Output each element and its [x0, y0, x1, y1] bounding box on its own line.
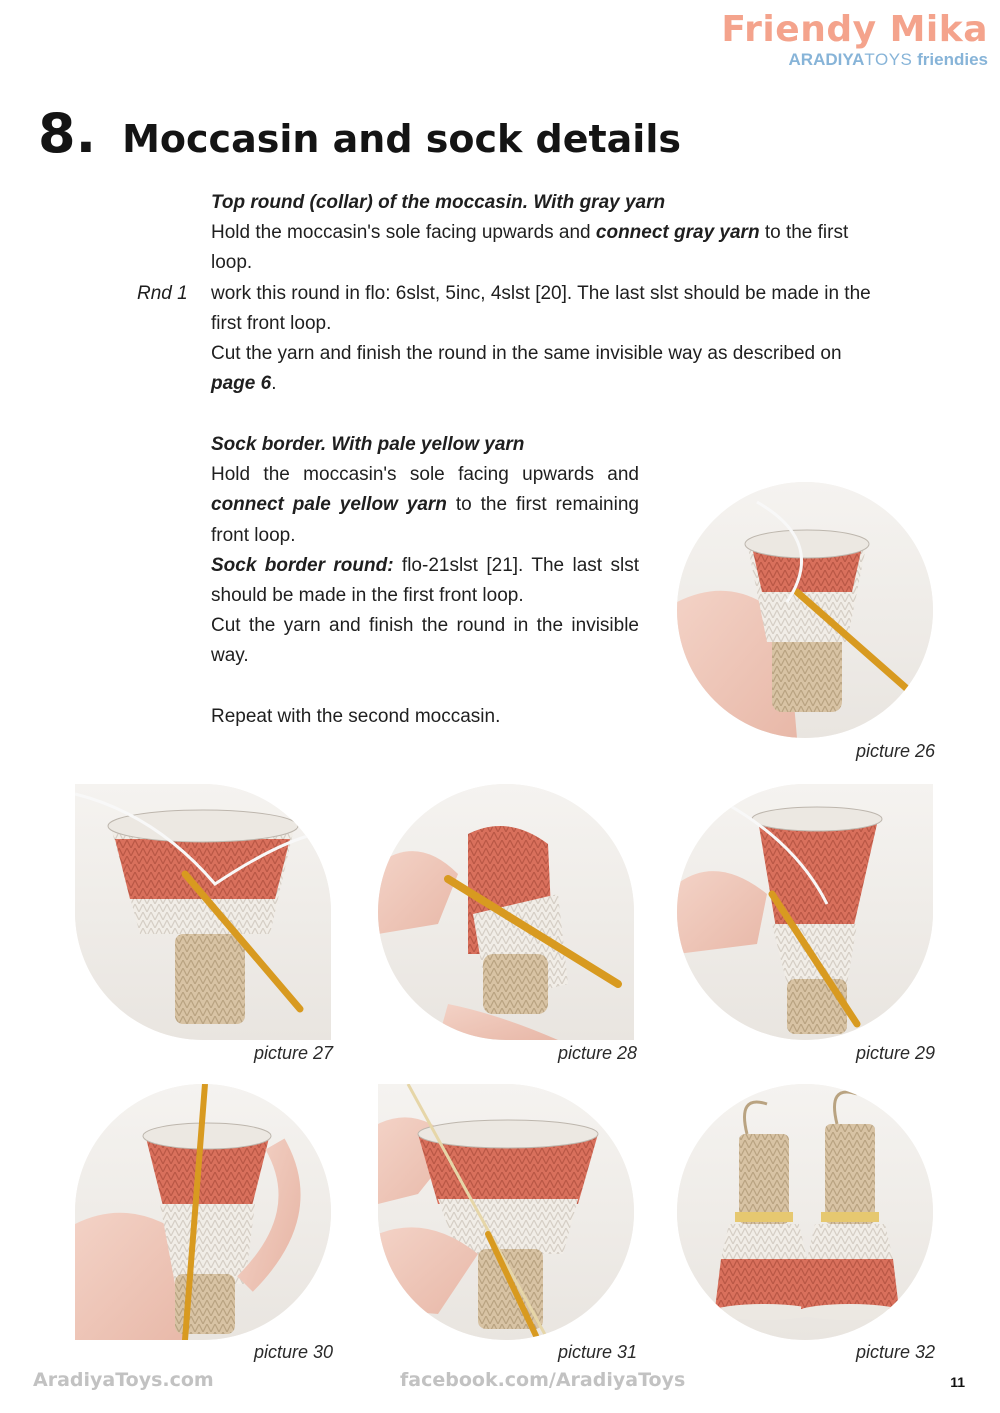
caption-picture-28: picture 28 — [557, 1043, 637, 1063]
sock-border-subtitle: Sock border. With pale yellow yarn — [211, 434, 525, 455]
caption-picture-30: picture 30 — [253, 1342, 333, 1362]
section-collar — [211, 188, 876, 399]
section-number: 8. — [38, 102, 97, 165]
page-title: Moccasin and sock details — [122, 117, 681, 161]
caption-picture-32: picture 32 — [855, 1342, 935, 1362]
caption-picture-31: picture 31 — [557, 1342, 637, 1362]
photo-picture-31 — [378, 1084, 634, 1340]
page-number: 11 — [950, 1374, 965, 1390]
photo-picture-27 — [75, 784, 331, 1040]
collar-subtitle: Top round (collar) of the moccasin. With gray yarn — [211, 192, 666, 213]
brand-friendies: friendies — [917, 50, 988, 69]
sock-border-instruction: Hold the moccasin's sole facing upwards and connect pale yellow yarn to the first remaining front loop. — [211, 464, 639, 546]
photo-picture-32 — [677, 1084, 933, 1340]
brand-toys: TOYS — [864, 50, 913, 69]
collar-cut: Cut the yarn and finish the round in the same invisible way as described on page 6. — [211, 343, 842, 395]
footer-facebook-link[interactable]: facebook.com/AradiyaToys — [400, 1369, 686, 1391]
section-sock-border — [211, 430, 639, 732]
footer-website-link[interactable]: AradiyaToys.com — [33, 1369, 214, 1391]
brand-subtitle — [721, 50, 988, 70]
collar-instruction: Hold the moccasin's sole facing upwards and connect gray yarn to the first loop. — [211, 222, 849, 274]
photo-picture-29 — [677, 784, 933, 1040]
photo-picture-26 — [677, 482, 933, 738]
rnd1-label: Rnd 1 — [137, 283, 188, 304]
brand-aradiya: ARADIYA — [788, 50, 865, 69]
caption-picture-29: picture 29 — [855, 1043, 935, 1063]
brand-logo — [721, 10, 988, 70]
repeat-note: Repeat with the second moccasin. — [211, 705, 501, 727]
brand-title: Friendy Mika — [721, 9, 988, 50]
sock-border-cut: Cut the yarn and finish the round in the invisible way. — [211, 615, 639, 667]
caption-picture-27: picture 27 — [253, 1043, 333, 1063]
page-6-link: page 6 — [211, 373, 272, 395]
photo-picture-28 — [378, 784, 634, 1040]
caption-picture-26: picture 26 — [855, 741, 935, 761]
rnd1-text: work this round in flo: 6slst, 5inc, 4slst [20]. The last slst should be made in the first front loop. — [211, 282, 871, 334]
photo-picture-30 — [75, 1084, 331, 1340]
section-heading — [38, 102, 681, 165]
sock-border-round: Sock border round: flo-21slst [21]. The last slst should be made in the first front loop. — [211, 554, 639, 607]
